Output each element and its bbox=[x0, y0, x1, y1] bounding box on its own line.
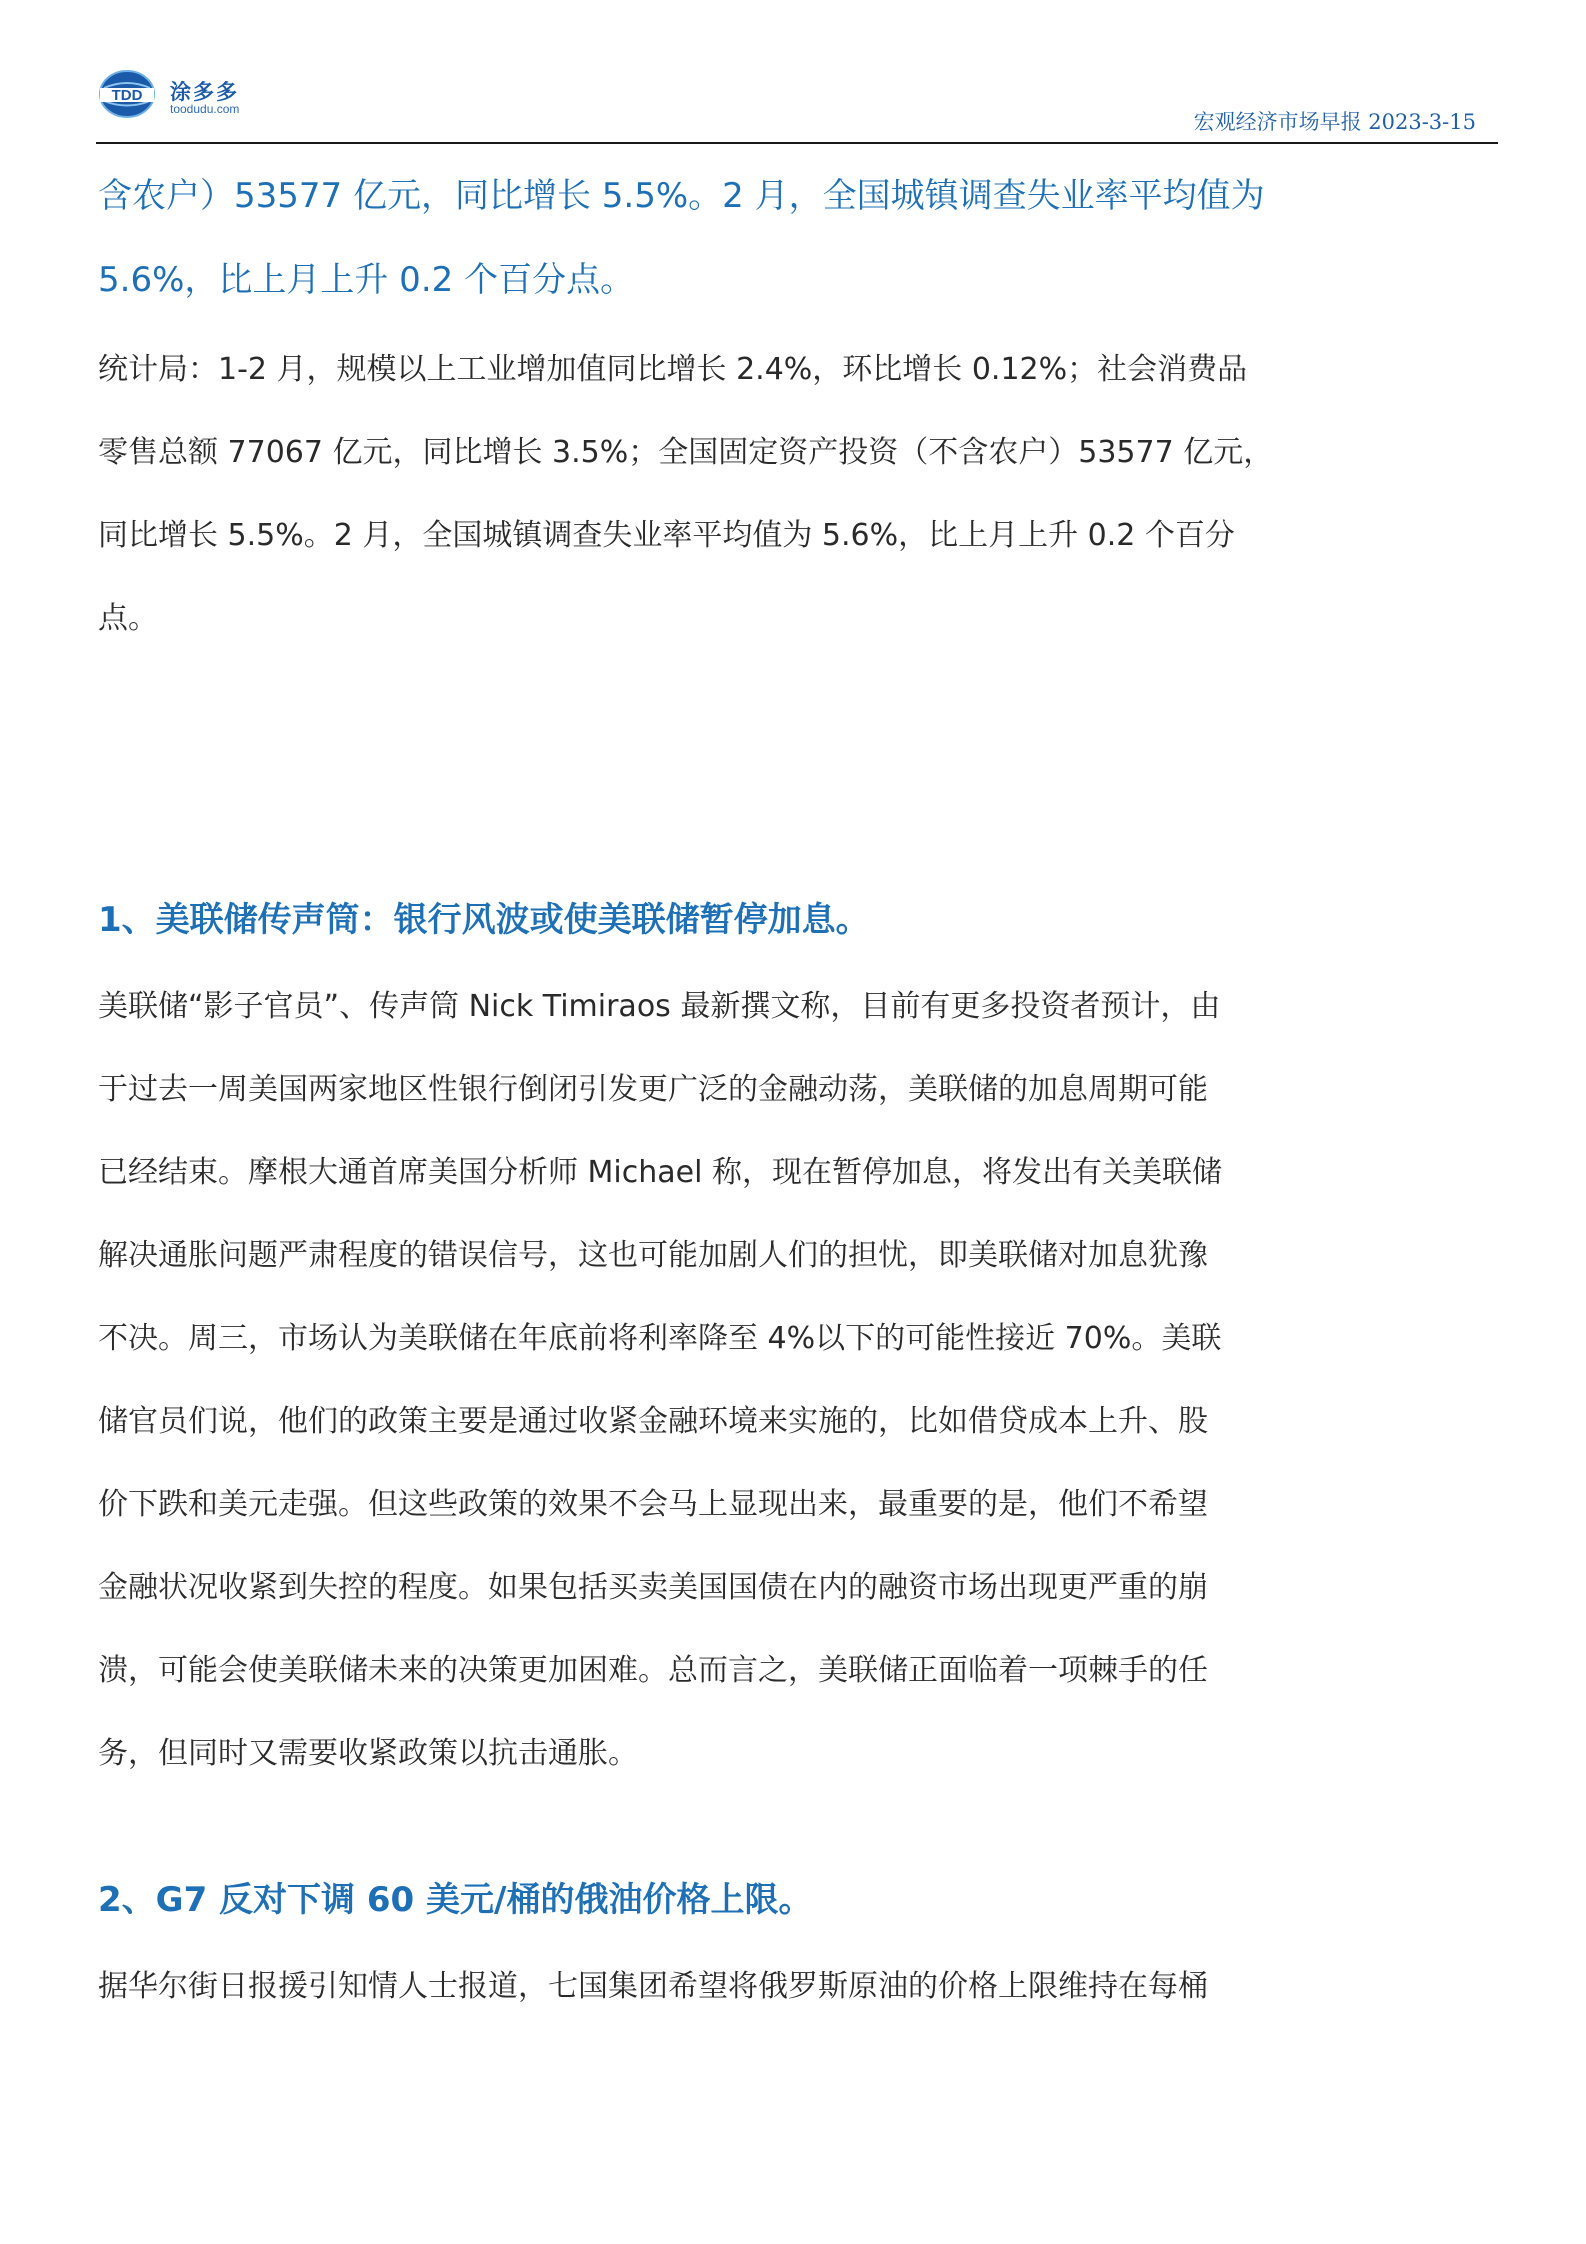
section-1-heading: 1、美联储传声筒：银行风波或使美联储暂停加息。 bbox=[98, 900, 870, 940]
paragraph-line: 统计局：1-2 月，规模以上工业增加值同比增长 2.4%，环比增长 0.12%；社会消费品 bbox=[98, 352, 1248, 387]
paragraph-line: 同比增长 5.5%。2 月，全国城镇调查失业率平均值为 5.6%，比上月上升 0.2 个百分 bbox=[98, 518, 1235, 553]
document-body bbox=[98, 148, 1500, 2028]
logo-text: TDD bbox=[111, 87, 143, 104]
paragraph-line: 零售总额 77067 亿元，同比增长 3.5%；全国固定资产投资（不含农户）53577 亿元， bbox=[98, 435, 1274, 470]
paragraph-line: 价下跌和美元走强。但这些政策的效果不会马上显现出来，最重要的是，他们不希望 bbox=[98, 1487, 1208, 1522]
paragraph-line: 务，但同时又需要收紧政策以抗击通胀。 bbox=[98, 1736, 638, 1771]
paragraph-line: 于过去一周美国两家地区性银行倒闭引发更广泛的金融动荡，美联储的加息周期可能 bbox=[98, 1072, 1208, 1107]
intro-paragraph bbox=[98, 328, 1500, 660]
paragraph-line: 不决。周三，市场认为美联储在年底前将利率降至 4%以下的可能性接近 70%。美联 bbox=[98, 1321, 1222, 1356]
intro-highlight-line: 5.6%，比上月上升 0.2 个百分点。 bbox=[98, 260, 635, 300]
page-header bbox=[96, 66, 1498, 144]
paragraph-line: 储官员们说，他们的政策主要是通过收紧金融环境来实施的，比如借贷成本上升、股 bbox=[98, 1404, 1208, 1439]
brand-name: 涂多多 bbox=[170, 80, 239, 104]
paragraph-line: 点。 bbox=[98, 601, 158, 636]
paragraph-line: 美联储“影子官员”、传声筒 Nick Timiraos 最新撰文称，目前有更多投资者预计，由 bbox=[98, 989, 1221, 1024]
paragraph-line: 据华尔街日报援引知情人士报道，七国集团希望将俄罗斯原油的价格上限维持在每桶 bbox=[98, 1969, 1208, 2004]
report-title: 宏观经济市场早报 2023-3-15 bbox=[1193, 110, 1476, 134]
brand-logo bbox=[96, 66, 296, 126]
section-2-paragraph bbox=[98, 1945, 1500, 2028]
logo-globe-icon bbox=[96, 68, 158, 120]
paragraph-line: 溃，可能会使美联储未来的决策更加困难。总而言之，美联储正面临着一项棘手的任 bbox=[98, 1653, 1208, 1688]
paragraph-line: 解决通胀问题严肃程度的错误信号，这也可能加剧人们的担忧，即美联储对加息犹豫 bbox=[98, 1238, 1208, 1273]
intro-highlight bbox=[98, 148, 1500, 328]
paragraph-line: 金融状况收紧到失控的程度。如果包括买卖美国国债在内的融资市场出现更严重的崩 bbox=[98, 1570, 1208, 1605]
intro-highlight-line: 含农户）53577 亿元，同比增长 5.5%。2 月，全国城镇调查失业率平均值为 bbox=[98, 176, 1265, 216]
section-2-heading: 2、G7 反对下调 60 美元/桶的俄油价格上限。 bbox=[98, 1880, 813, 1920]
brand-domain: toodudu.com bbox=[170, 102, 240, 116]
paragraph-line: 已经结束。摩根大通首席美国分析师 Michael 称，现在暂停加息，将发出有关美联储 bbox=[98, 1155, 1222, 1190]
section-1-paragraph bbox=[98, 965, 1500, 1795]
